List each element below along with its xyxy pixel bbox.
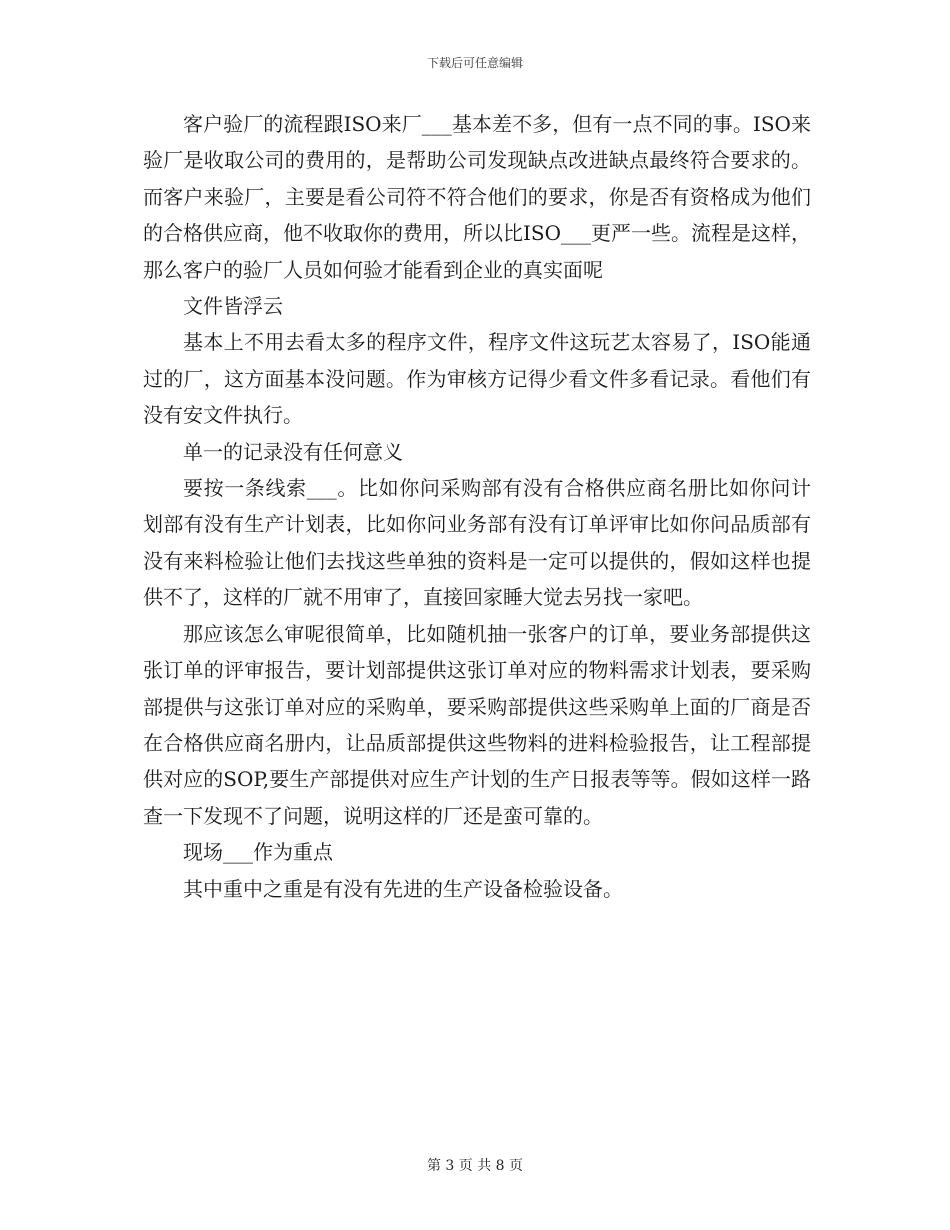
section-heading-documents: 文件皆浮云 [183,294,283,319]
document-body [143,106,811,907]
paragraph-documents: 基本上不用去看太多的程序文件，程序文件这玩艺太容易了，ISO能通过的厂，这方面基本没问题。作为审核方记得少看文件多看记录。看他们有没有安文件执行。 [143,330,811,428]
paragraph-intro: 客户验厂的流程跟ISO来厂___基本差不多，但有一点不同的事。ISO来验厂是收取公司的费用的，是帮助公司发现缺点改进缺点最终符合要求的。而客户来验厂，主要是看公司符不符合他们的要求，你是否有资格成为他们的合格供应商，他不收取你的费用，所以比ISO___更严一些。流程是这样，那么客户的验厂人员如何验才能看到企业的真实面呢 [143,112,811,282]
paragraph-onsite: 其中重中之重是有没有先进的生产设备检验设备。 [183,876,623,901]
page-header: 下载后可任意编辑 [426,56,523,70]
paragraph-records: 要按一条线索___。比如你问采购部有没有合格供应商名册比如你问计划部有没有生产计划表，比如你问业务部有没有订单评审比如你问品质部有没有来料检验让他们去找这些单独的资料是一定可以提供的，假如这样也提供不了，这样的厂就不用审了，直接回家睡大觉去另找一家吧。 [143,476,811,610]
section-heading-onsite: 现场___作为重点 [183,840,333,865]
section-heading-records: 单一的记录没有任何意义 [183,439,403,464]
paragraph-audit-method: 那应该怎么审呢很简单，比如随机抽一张客户的订单，要业务部提供这张订单的评审报告，要计划部提供这张订单对应的物料需求计划表，要采购部提供与这张订单对应的采购单，要采购部提供这些采购单上面的厂商是否在合格供应商名册内，让品质部提供这些物料的进料检验报告，让工程部提供对应的SOP,要生产部提供对应生产计划的生产日报表等等。假如这样一路查一下发现不了问题，说明这样的厂还是蛮可靠的。 [143,621,811,828]
page-footer: 第 3 页 共 8 页 [426,1158,524,1174]
